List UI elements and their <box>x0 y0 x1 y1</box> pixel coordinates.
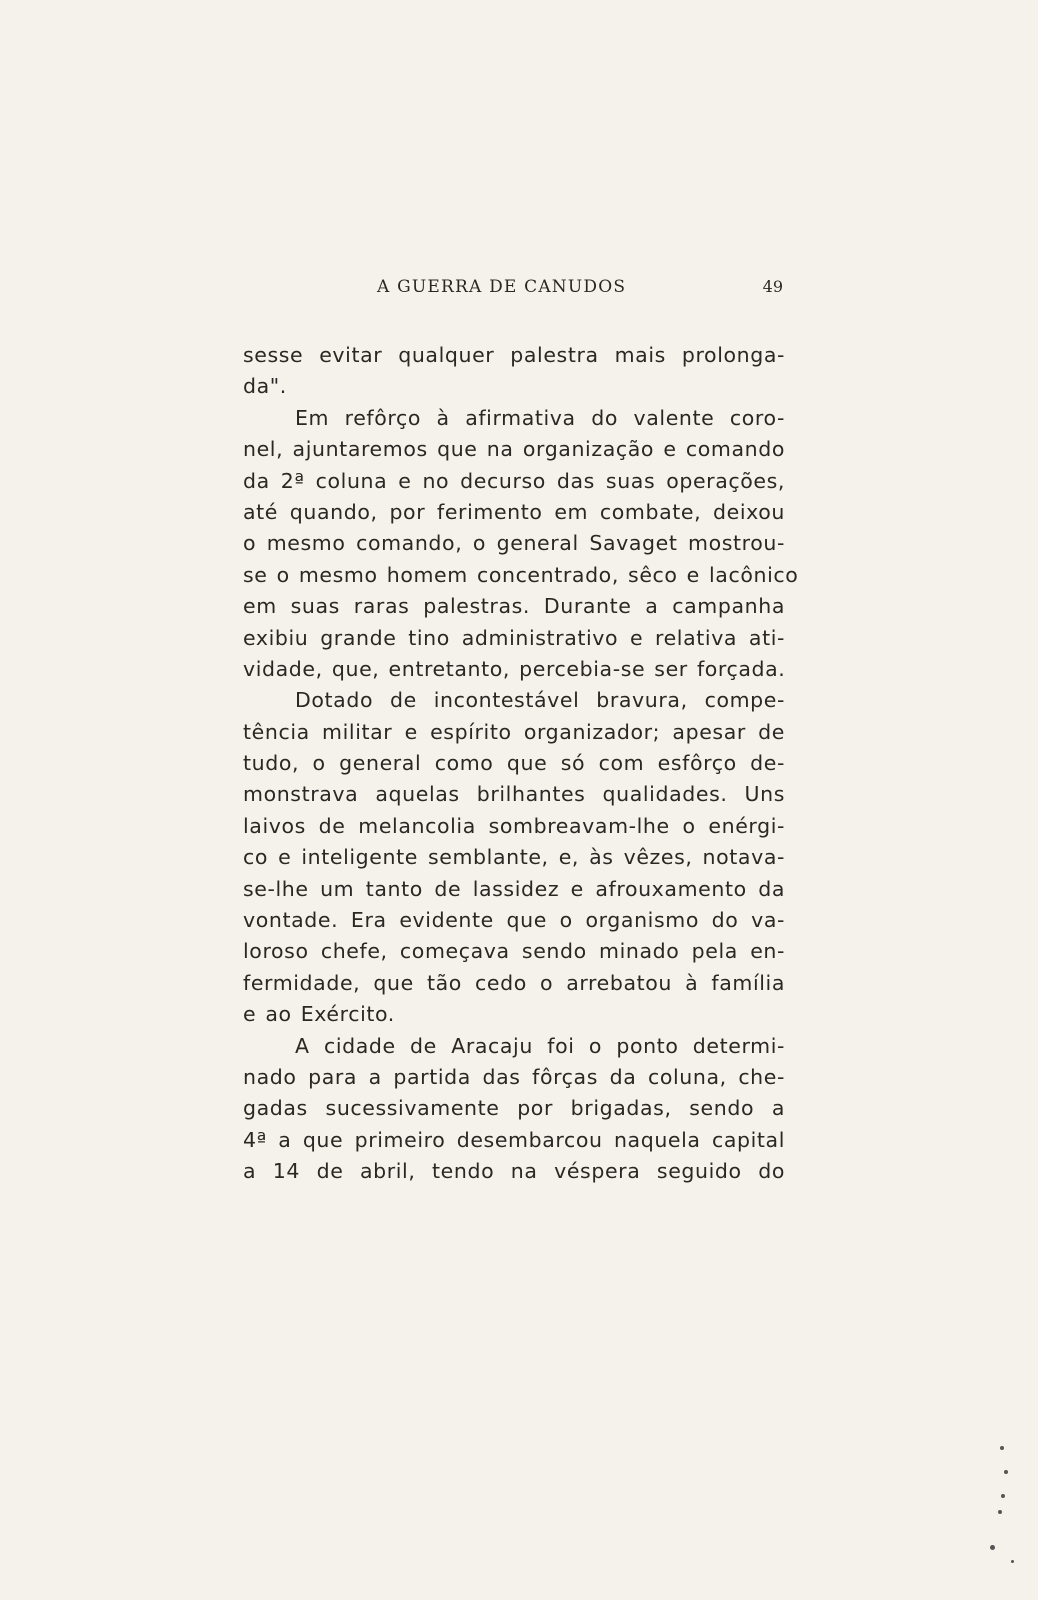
text-line: se o mesmo homem concentrado, sêco e lacônico <box>243 562 799 587</box>
text-line: vontade. Era evidente que o organismo do va- <box>243 908 785 933</box>
paper-speck <box>1001 1494 1005 1498</box>
page-number: 49 <box>762 277 783 296</box>
text-line: tência militar e espírito organizador; apesar de <box>243 719 785 744</box>
text-line: e ao Exército. <box>243 1002 395 1027</box>
text-line: gadas sucessivamente por brigadas, sendo a <box>243 1096 785 1121</box>
text-line: vidade, que, entretanto, percebia-se ser forçada. <box>243 656 786 681</box>
text-line: até quando, por ferimento em combate, deixou <box>243 499 785 524</box>
text-line: nado para a partida das fôrças da coluna, che- <box>243 1064 785 1089</box>
text-line: co e inteligente semblante, e, às vêzes, notava- <box>243 845 785 870</box>
text-line: laivos de melancolia sombreavam-lhe o enérgi- <box>243 813 785 838</box>
page-header <box>245 277 783 305</box>
text-line: Em refôrço à afirmativa do valente coro- <box>295 405 785 430</box>
text-line: A cidade de Aracaju foi o ponto determi- <box>295 1033 785 1058</box>
text-line: se-lhe um tanto de lassidez e afrouxamento da <box>243 876 785 901</box>
paper-speck <box>1011 1560 1014 1563</box>
body-text <box>243 340 799 1188</box>
text-line: em suas raras palestras. Durante a campanha <box>243 594 785 619</box>
text-line: da". <box>243 374 287 399</box>
text-line: exibiu grande tino administrativo e relativa ati- <box>243 625 785 650</box>
text-line: tudo, o general como que só com esfôrço de- <box>243 751 785 776</box>
text-line: a 14 de abril, tendo na véspera seguido do <box>243 1159 785 1184</box>
text-line: monstrava aquelas brilhantes qualidades. Uns <box>243 782 785 807</box>
text-line: da 2ª coluna e no decurso das suas operações, <box>243 468 785 493</box>
text-line: Dotado de incontestável bravura, compe- <box>295 688 785 713</box>
running-title: A GUERRA DE CANUDOS <box>377 277 627 297</box>
text-line: o mesmo comando, o general Savaget mostrou- <box>243 531 785 556</box>
paper-speck <box>998 1510 1002 1514</box>
text-line: nel, ajuntaremos que na organização e comando <box>243 437 785 462</box>
paper-speck <box>990 1545 995 1550</box>
text-line: 4ª a que primeiro desembarcou naquela capital <box>243 1127 785 1152</box>
paper-speck <box>1004 1470 1008 1474</box>
text-line: fermidade, que tão cedo o arrebatou à família <box>243 970 785 995</box>
text-line: sesse evitar qualquer palestra mais prolonga- <box>243 343 785 367</box>
paper-speck <box>1000 1446 1004 1450</box>
text-line: loroso chefe, começava sendo minado pela en- <box>243 939 785 964</box>
